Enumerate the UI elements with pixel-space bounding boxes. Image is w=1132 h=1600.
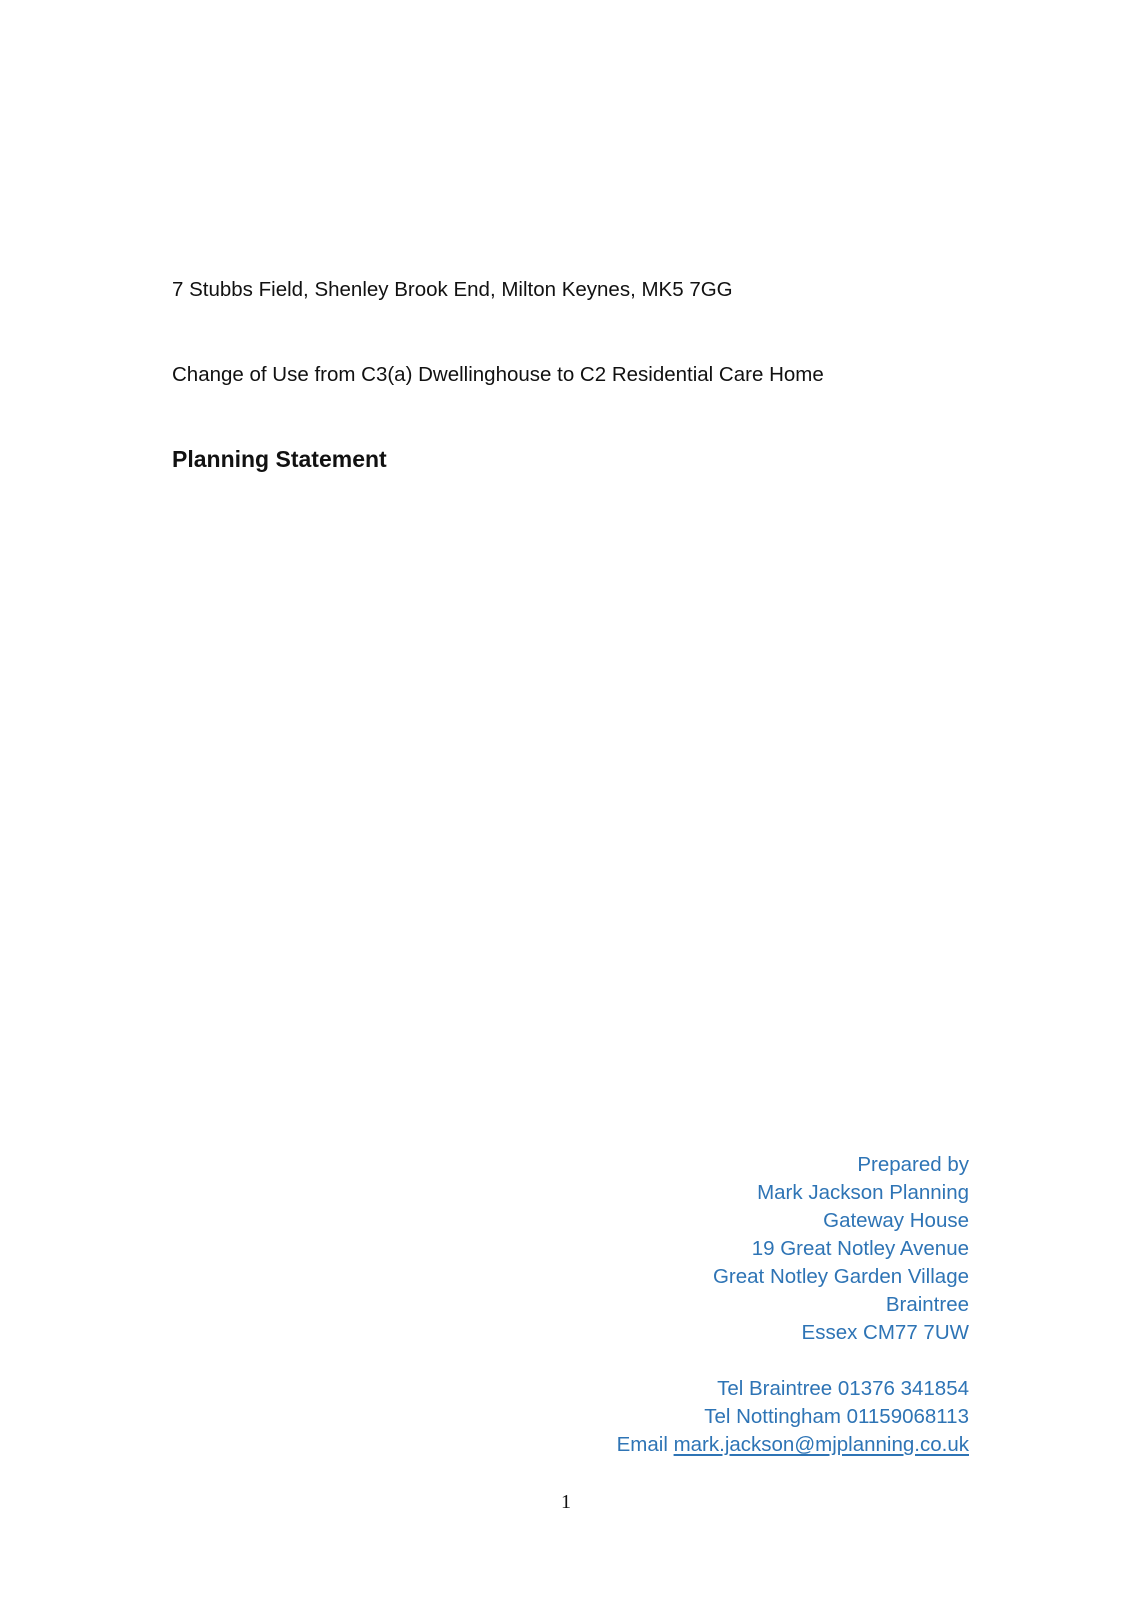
- page-number: 1: [561, 1491, 571, 1513]
- contact-block: [617, 1151, 969, 1459]
- address-county-postcode: Essex CM77 7UW: [801, 1321, 969, 1344]
- site-address: 7 Stubbs Field, Shenley Brook End, Milton Keynes, MK5 7GG: [172, 278, 733, 301]
- email-link[interactable]: mark.jackson@mjplanning.co.uk: [673, 1433, 969, 1456]
- email-label: Email: [616, 1433, 668, 1456]
- address-building: Gateway House: [823, 1209, 969, 1232]
- telephone-braintree: Tel Braintree 01376 341854: [717, 1377, 969, 1400]
- address-street: 19 Great Notley Avenue: [751, 1237, 969, 1260]
- address-area: Great Notley Garden Village: [712, 1265, 969, 1288]
- proposal-description: Change of Use from C3(a) Dwellinghouse to C2 Residential Care Home: [172, 363, 824, 386]
- email-line: [617, 1431, 969, 1459]
- company-name: Mark Jackson Planning: [757, 1181, 969, 1204]
- prepared-by-label: Prepared by: [857, 1153, 969, 1176]
- contact-spacer: [617, 1347, 969, 1375]
- document-title: Planning Statement: [172, 446, 387, 472]
- telephone-nottingham: Tel Nottingham 01159068113: [704, 1405, 969, 1428]
- address-town: Braintree: [885, 1293, 969, 1316]
